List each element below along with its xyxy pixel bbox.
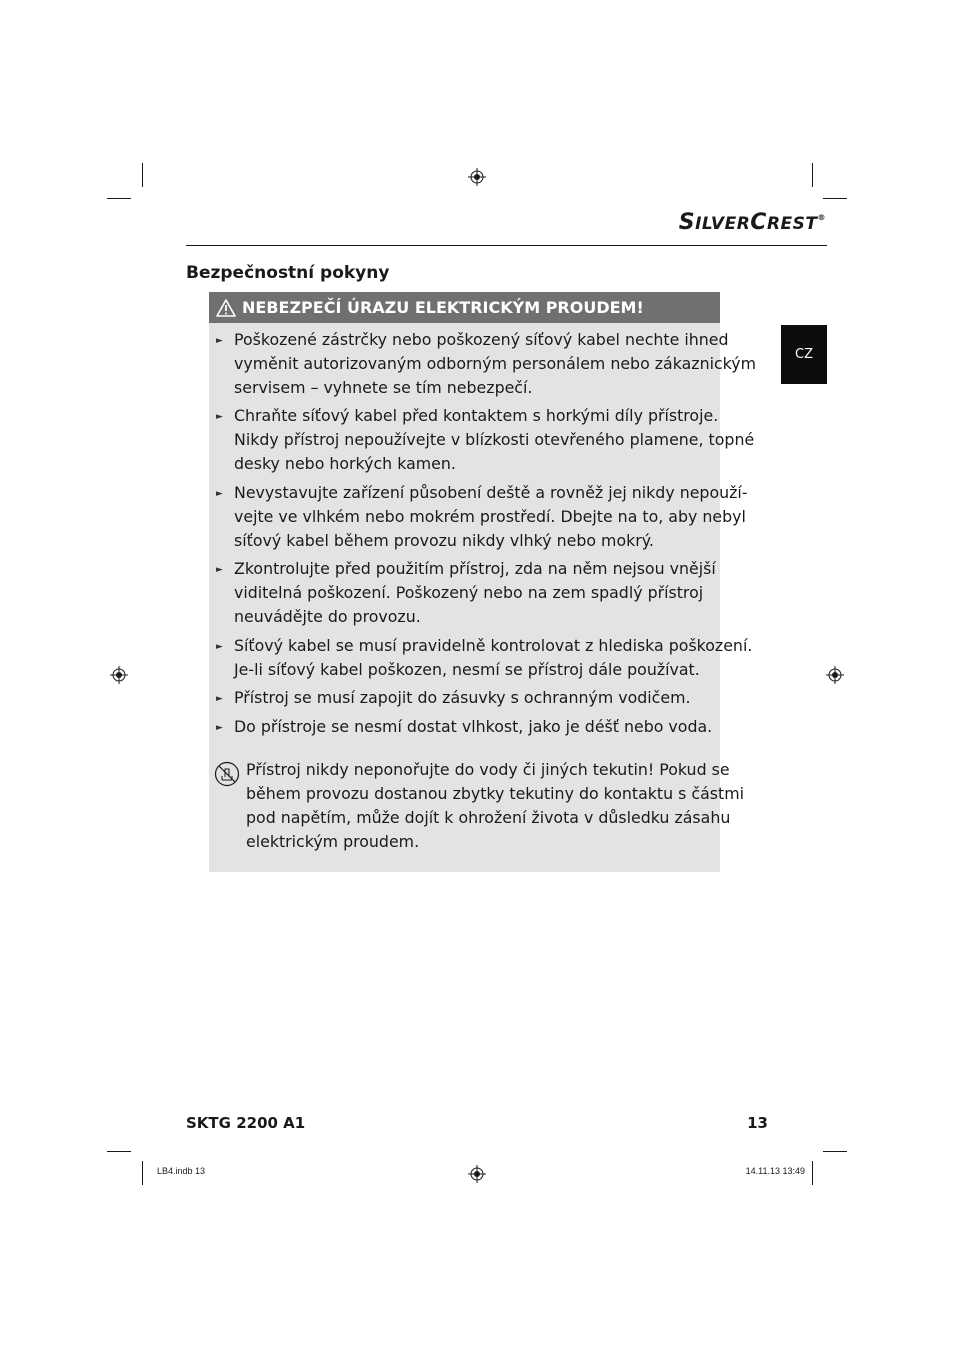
slug-file-info: LB4.indb 13 [157,1166,206,1176]
list-item-text: Síťový kabel se musí pravidelně kontrolovat z hlediska poškození. [234,636,753,655]
note-line: elektrickým proudem. [246,832,420,851]
bullet-arrow-icon: ► [216,336,223,346]
list-item-text: Poškozené zástrčky nebo poškozený síťový kabel nechte ihned [234,330,729,349]
brand-letters: ILVER [695,214,751,234]
registration-mark-icon [468,168,486,186]
bullet-arrow-icon: ► [216,694,223,704]
crop-mark [142,163,143,187]
registration-mark-icon [826,666,844,684]
section-title: Bezpečnostní pokyny [186,263,390,283]
note-line: Přístroj nikdy neponořujte do vody či jiných tekutin! Pokud se [246,760,730,779]
list-item-text: Do přístroje se nesmí dostat vlhkost, jako je déšť nebo voda. [234,717,713,736]
list-item-text: vejte ve vlhkém nebo mokrém prostředí. Dbejte na to, aby nebyl [234,507,746,526]
registration-mark-icon [468,1165,486,1183]
list-item-text: vyměnit autorizovaným odborným personálem nebo zákaznickým [234,354,756,373]
list-item-text: síťový kabel během provozu nikdy vlhký nebo mokrý. [234,531,654,550]
warning-header [209,292,720,323]
list-item-text: neuvádějte do provozu. [234,607,421,626]
brand-logo [679,210,826,235]
list-item-text: Chraňte síťový kabel před kontaktem s horkými díly přístroje. [234,406,719,425]
note-line: pod napětím, může dojít k ohrožení života v důsledku zásahu [246,808,731,827]
bullet-arrow-icon: ► [216,489,223,499]
crop-mark [823,1151,847,1152]
list-item-text: servisem – vyhnete se tím nebezpečí. [234,378,533,397]
brand-letters: REST [766,214,818,234]
warning-triangle-icon [216,299,236,317]
registered-mark: ® [817,213,826,222]
page-number: 13 [747,1114,768,1132]
language-tab [781,325,827,384]
bullet-arrow-icon: ► [216,642,223,652]
list-item-text: Je-li síťový kabel poškozen, nesmí se přístroj dále používat. [234,660,700,679]
slug-date-info: 14.11.13 13:49 [745,1166,805,1176]
language-code: CZ [795,347,813,362]
crop-mark [823,198,847,199]
registration-mark-icon [110,666,128,684]
note-line: během provozu dostanou zbytky tekutiny do kontaktu s částmi [246,784,744,803]
list-item-text: viditelná poškození. Poškozený nebo na zem spadlý přístroj [234,583,704,602]
bullet-arrow-icon: ► [216,565,223,575]
list-item-text: Zkontrolujte před použitím přístroj, zda na něm nejsou vnější [234,559,716,578]
warning-title: NEBEZPEČÍ ÚRAZU ELEKTRICKÝM PROUDEM! [242,298,644,317]
list-item-text: desky nebo horkých kamen. [234,454,456,473]
bullet-arrow-icon: ► [216,412,223,422]
crop-mark [812,1161,813,1185]
list-item-text: Nikdy přístroj nepoužívejte v blízkosti otevřeného plamene, topné [234,430,755,449]
model-number: SKTG 2200 A1 [186,1114,306,1132]
warning-box [209,292,756,872]
header-rule [186,245,827,246]
crop-mark [812,163,813,187]
bullet-arrow-icon: ► [216,723,223,733]
no-water-immersion-icon [214,761,240,787]
crop-mark [107,198,131,199]
crop-mark [142,1161,143,1185]
brand-letter: C [750,210,767,235]
brand-letter: S [678,210,696,235]
list-item-text: Nevystavujte zařízení působení deště a rovněž jej nikdy nepouží- [234,483,748,502]
crop-mark [107,1151,131,1152]
list-item-text: Přístroj se musí zapojit do zásuvky s ochranným vodičem. [234,688,691,707]
